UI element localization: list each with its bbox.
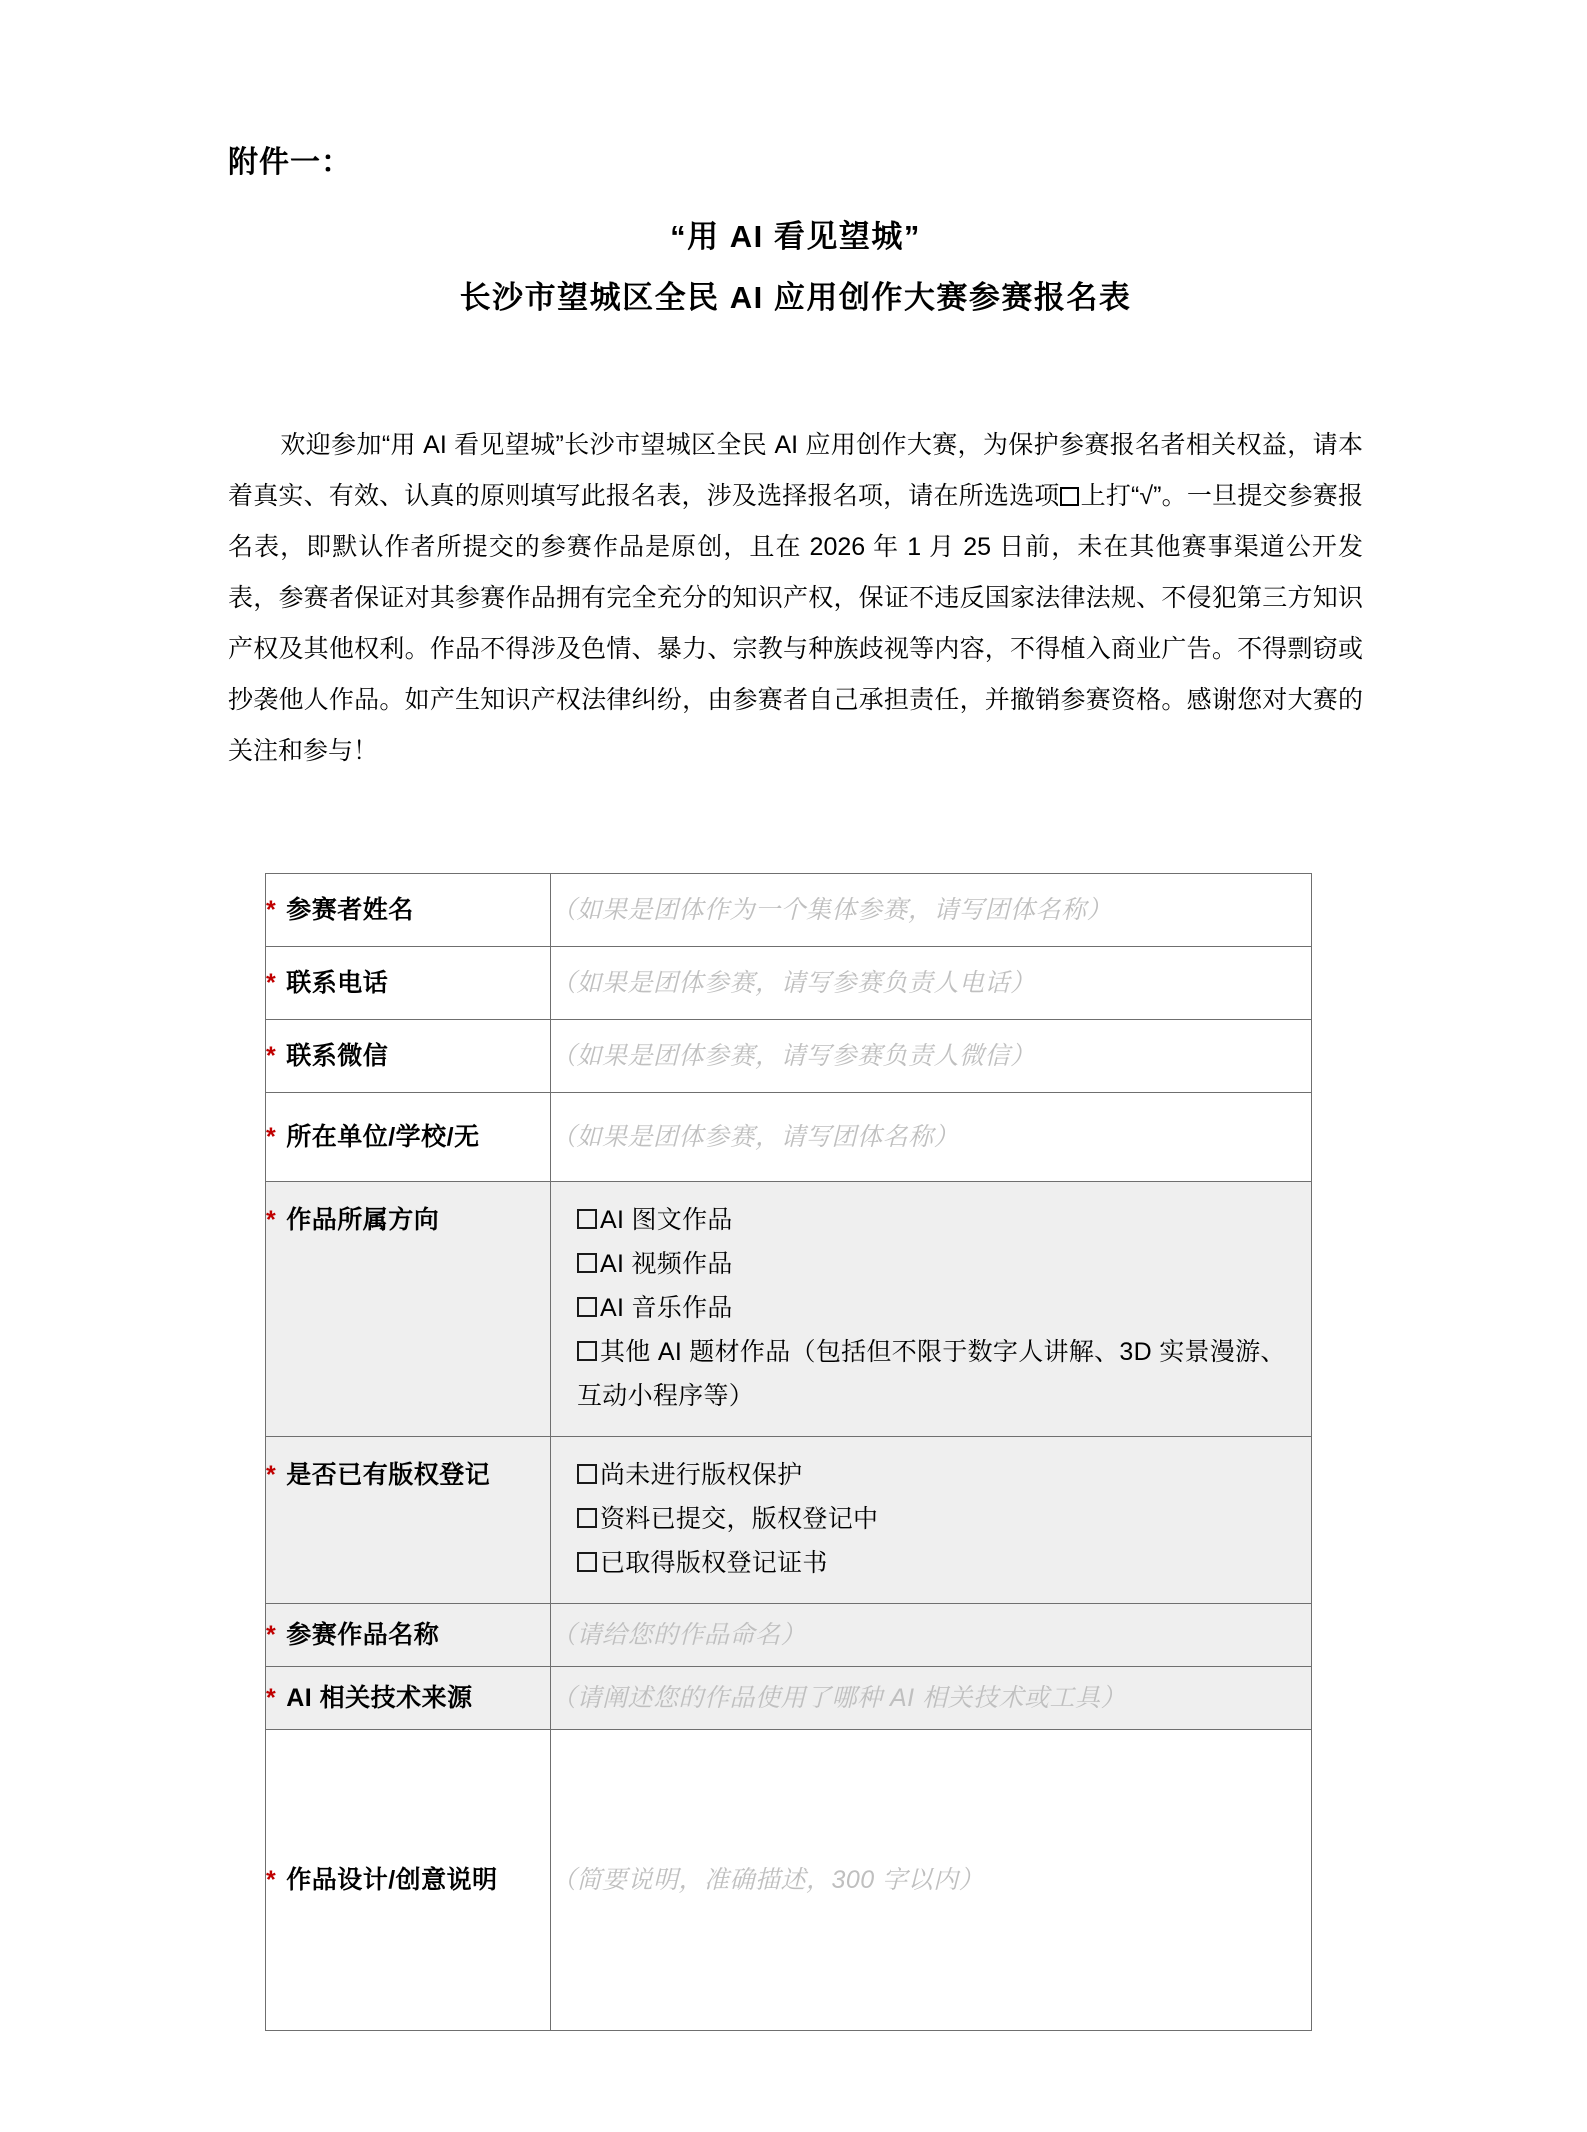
required-marker: *: [266, 1206, 277, 1234]
table-row: [266, 1020, 1312, 1093]
checkbox-option[interactable]: [577, 1541, 1311, 1585]
field-input-organization[interactable]: [551, 1093, 1312, 1182]
required-marker: *: [266, 1122, 277, 1151]
placeholder-text: （请给您的作品命名）: [551, 1620, 807, 1649]
page-title-primary: “用 AI 看见望城”: [670, 219, 921, 254]
label-text: 是否已有版权登记: [286, 1461, 491, 1489]
required-marker: *: [266, 895, 277, 924]
table-row: [266, 1182, 1312, 1437]
checkbox-icon[interactable]: [577, 1297, 597, 1317]
field-input-ai-tech-source[interactable]: [551, 1667, 1312, 1730]
label-text: 联系电话: [286, 968, 389, 997]
label-text: 所在单位/学校/无: [286, 1122, 480, 1151]
checkbox-icon[interactable]: [577, 1341, 597, 1361]
placeholder-text: （如果是团体作为一个集体参赛，请写团体名称）: [551, 895, 1113, 924]
checkbox-group-copyright-status: [551, 1437, 1311, 1603]
checkbox-icon[interactable]: [577, 1552, 597, 1572]
attachment-label: 附件一：: [228, 146, 352, 179]
table-row: [266, 1093, 1312, 1182]
checkbox-group-work-category: [551, 1182, 1311, 1436]
checkbox-icon[interactable]: [577, 1508, 597, 1528]
required-marker: *: [266, 1620, 277, 1649]
placeholder-text: （请阐述您的作品使用了哪种 AI 相关技术或工具）: [551, 1683, 1127, 1712]
field-input-design-description[interactable]: [551, 1730, 1312, 2031]
field-label-design-description: [266, 1730, 551, 2031]
page-title-secondary: 长沙市望城区全民 AI 应用创作大赛参赛报名表: [459, 280, 1132, 316]
table-row: [266, 947, 1312, 1020]
registration-form-table: [265, 873, 1312, 2031]
field-label-organization: [266, 1093, 551, 1182]
checkbox-option[interactable]: [577, 1242, 1311, 1286]
required-marker: *: [266, 968, 277, 997]
intro-paragraph: [228, 420, 1363, 777]
placeholder-text: （如果是团体参赛，请写参赛负责人电话）: [551, 968, 1036, 997]
placeholder-text: （如果是团体参赛，请写参赛负责人微信）: [551, 1041, 1036, 1070]
field-label-work-category: [266, 1182, 551, 1437]
checkbox-label: 已取得版权登记证书: [600, 1549, 828, 1577]
field-options-copyright-status: [551, 1437, 1312, 1604]
checkbox-icon[interactable]: [577, 1253, 597, 1273]
checkbox-label: AI 音乐作品: [600, 1294, 733, 1322]
checkbox-label: 资料已提交，版权登记中: [600, 1505, 879, 1533]
required-marker: *: [266, 1683, 277, 1712]
field-label-participant-name: [266, 874, 551, 947]
table-row: [266, 1604, 1312, 1667]
label-text: 参赛作品名称: [286, 1620, 440, 1649]
intro-text-before-checkbox: 欢迎参加“用 AI 看见望城”长沙市望城区全民 AI 应用创作大赛，为保护参赛报名者相关权益，请本着真实、有效、认真的原则填写此报名表，涉及选择报名项，请在所选选项: [228, 431, 1363, 510]
required-marker: *: [266, 1041, 277, 1070]
checkbox-icon[interactable]: [577, 1209, 597, 1229]
placeholder-text: （如果是团体参赛，请写团体名称）: [551, 1122, 960, 1151]
label-text: 联系微信: [286, 1041, 389, 1070]
field-label-work-title: [266, 1604, 551, 1667]
required-marker: *: [266, 1865, 277, 1894]
placeholder-text: （简要说明，准确描述，300 字以内）: [551, 1865, 985, 1894]
field-input-participant-name[interactable]: [551, 874, 1312, 947]
table-row: [266, 1437, 1312, 1604]
label-text: 作品所属方向: [286, 1206, 440, 1234]
field-options-work-category: [551, 1182, 1312, 1437]
intro-text-after-checkbox: 上打“√”。一旦提交参赛报名表，即默认作者所提交的参赛作品是原创，且在 2026 年 1 月 25 日前，未在其他赛事渠道公开发表，参赛者保证对其参赛作品拥有完全充分的知识产权，保证不违反国家法律法规、不侵犯第三方知识产权及其他权利。作品不得涉及色情、暴力、宗教与种族歧视等内容，不得植入商业广告。不得剽窃或抄袭他人作品。如产生知识产权法律纠纷，由参赛者自己承担责任，并撤销参赛资格。感谢您对大赛的关注和参与！: [228, 482, 1363, 765]
label-text: AI 相关技术来源: [286, 1683, 473, 1712]
table-row: [266, 1730, 1312, 2031]
checkbox-icon: [1060, 487, 1079, 506]
field-input-contact-wechat[interactable]: [551, 1020, 1312, 1093]
table-row: [266, 874, 1312, 947]
checkbox-icon[interactable]: [577, 1464, 597, 1484]
checkbox-label: 尚未进行版权保护: [600, 1461, 803, 1489]
checkbox-option[interactable]: [577, 1330, 1311, 1418]
field-label-contact-wechat: [266, 1020, 551, 1093]
checkbox-option[interactable]: [577, 1198, 1311, 1242]
checkbox-option[interactable]: [577, 1286, 1311, 1330]
document-title-block: [228, 218, 1363, 316]
field-label-ai-tech-source: [266, 1667, 551, 1730]
table-row: [266, 1667, 1312, 1730]
checkbox-label: 其他 AI 题材作品（包括但不限于数字人讲解、3D 实景漫游、互动小程序等）: [577, 1338, 1286, 1410]
label-text: 作品设计/创意说明: [286, 1865, 498, 1894]
field-label-contact-phone: [266, 947, 551, 1020]
required-marker: *: [266, 1461, 277, 1489]
label-text: 参赛者姓名: [286, 895, 414, 924]
checkbox-label: AI 图文作品: [600, 1206, 733, 1234]
field-label-copyright-status: [266, 1437, 551, 1604]
field-input-contact-phone[interactable]: [551, 947, 1312, 1020]
checkbox-label: AI 视频作品: [600, 1250, 733, 1278]
checkbox-option[interactable]: [577, 1497, 1311, 1541]
checkbox-option[interactable]: [577, 1453, 1311, 1497]
field-input-work-title[interactable]: [551, 1604, 1312, 1667]
